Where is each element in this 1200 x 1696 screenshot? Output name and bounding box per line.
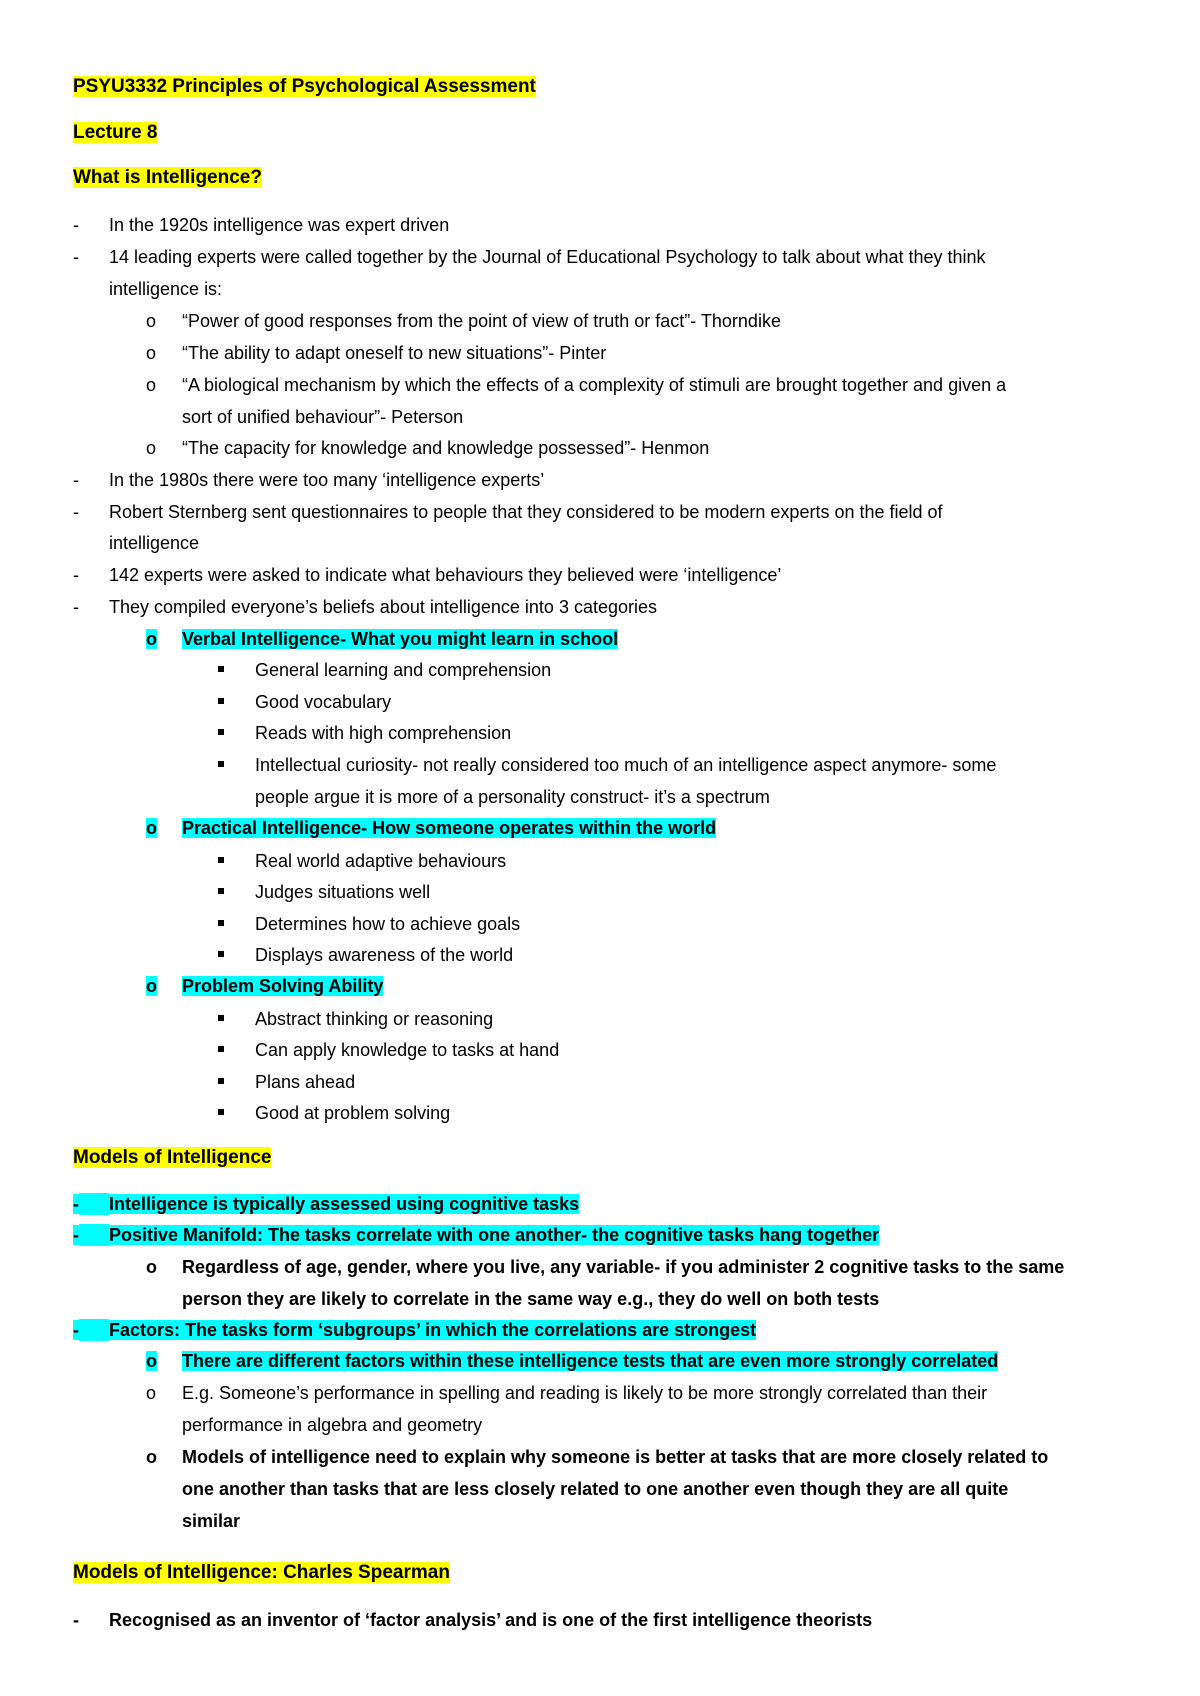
bullet-assessed-cognitive-tasks: - Intelligence is typically assessed using cognitive tasks: [73, 1194, 580, 1214]
manifold-detail-l2: person they are likely to correlate in the same way e.g., they do well on both tests: [182, 1289, 880, 1309]
o-bullet: o: [146, 629, 157, 649]
problem-item: Abstract thinking or reasoning: [255, 1009, 494, 1029]
bullet-sternberg-l2: intelligence: [109, 533, 200, 553]
category-practical-intelligence: Practical Intelligence- How someone operates within the world: [182, 818, 717, 838]
o-bullet: o: [146, 1351, 157, 1371]
practical-item: Determines how to achieve goals: [255, 914, 521, 934]
square-bullet: [218, 729, 224, 735]
o-bullet: o: [146, 1257, 157, 1277]
lecture-label: Lecture 8: [73, 122, 158, 143]
verbal-item: General learning and comprehension: [255, 660, 552, 680]
practical-item: Real world adaptive behaviours: [255, 851, 507, 871]
dash-bullet: -: [73, 247, 79, 267]
quote-peterson-l2: sort of unified behaviour”- Peterson: [182, 407, 464, 427]
o-bullet: o: [146, 438, 157, 458]
square-bullet: [218, 857, 224, 863]
category-problem-solving: Problem Solving Ability: [182, 976, 384, 996]
o-bullet: o: [146, 375, 157, 395]
o-bullet: o: [146, 976, 157, 996]
models-explain-l1: Models of intelligence need to explain why someone is better at tasks that are more closely related to: [182, 1447, 1049, 1467]
verbal-item-curiosity-l2: people argue it is more of a personality construct- it’s a spectrum: [255, 787, 770, 807]
models-explain-l2: one another than tasks that are less closely related to one another even though they are all quite: [182, 1479, 1009, 1499]
section-heading-models-of-intelligence: Models of Intelligence: [73, 1147, 272, 1168]
o-bullet: o: [146, 1383, 157, 1403]
manifold-detail-l1: Regardless of age, gender, where you live, any variable- if you administer 2 cognitive tasks to the same: [182, 1257, 1065, 1277]
dash-bullet: -: [73, 502, 79, 522]
bullet-factor-analysis: Recognised as an inventor of ‘factor analysis’ and is one of the first intelligence theorists: [109, 1610, 873, 1630]
models-explain-l3: similar: [182, 1511, 241, 1531]
square-bullet: [218, 666, 224, 672]
verbal-item: Reads with high comprehension: [255, 723, 512, 743]
o-bullet: o: [146, 818, 157, 838]
dash-bullet: -: [73, 470, 79, 490]
dash-bullet: -: [73, 565, 79, 585]
problem-item: Plans ahead: [255, 1072, 356, 1092]
o-bullet: o: [146, 311, 157, 331]
bullet-1980s: In the 1980s there were too many ‘intelligence experts’: [109, 470, 545, 490]
square-bullet: [218, 1015, 224, 1021]
dash-bullet: -: [73, 1610, 79, 1630]
square-bullet: [218, 920, 224, 926]
square-bullet: [218, 951, 224, 957]
verbal-item-curiosity-l1: Intellectual curiosity- not really considered too much of an intelligence aspect anymore- some: [255, 755, 997, 775]
category-verbal-intelligence: Verbal Intelligence- What you might learn in school: [182, 629, 619, 649]
quote-pinter: “The ability to adapt oneself to new situations”- Pinter: [182, 343, 607, 363]
quote-thorndike: “Power of good responses from the point of view of truth or fact”- Thorndike: [182, 311, 781, 331]
verbal-item: Good vocabulary: [255, 692, 392, 712]
square-bullet: [218, 1109, 224, 1115]
dash-bullet: -: [73, 215, 79, 235]
square-bullet: [218, 698, 224, 704]
bullet-3-categories: They compiled everyone’s beliefs about intelligence into 3 categories: [109, 597, 657, 617]
bullet-14-experts-l2: intelligence is:: [109, 279, 223, 299]
bullet-142-experts: 142 experts were asked to indicate what behaviours they believed were ‘intelligence’: [109, 565, 782, 585]
square-bullet: [218, 1046, 224, 1052]
quote-peterson-l1: “A biological mechanism by which the effects of a complexity of stimuli are brought together and given a: [182, 375, 1007, 395]
bullet-1920s: In the 1920s intelligence was expert driven: [109, 215, 450, 235]
problem-item: Can apply knowledge to tasks at hand: [255, 1040, 560, 1060]
section-heading-what-is-intelligence: What is Intelligence?: [73, 167, 262, 188]
square-bullet: [218, 761, 224, 767]
bullet-sternberg-l1: Robert Sternberg sent questionnaires to people that they considered to be modern experts on the field of: [109, 502, 943, 522]
square-bullet: [218, 888, 224, 894]
practical-item: Judges situations well: [255, 882, 431, 902]
factors-detail-different: There are different factors within these intelligence tests that are even more strongly correlated: [182, 1351, 999, 1371]
factors-example-l2: performance in algebra and geometry: [182, 1415, 483, 1435]
o-bullet: o: [146, 1447, 157, 1467]
section-heading-spearman: Models of Intelligence: Charles Spearman: [73, 1562, 450, 1583]
factors-example-l1: E.g. Someone’s performance in spelling and reading is likely to be more strongly correlated than their: [182, 1383, 988, 1403]
quote-henmon: “The capacity for knowledge and knowledge possessed”- Henmon: [182, 438, 710, 458]
bullet-14-experts-l1: 14 leading experts were called together by the Journal of Educational Psychology to talk about what they think: [109, 247, 986, 267]
square-bullet: [218, 1078, 224, 1084]
bullet-positive-manifold: - Positive Manifold: The tasks correlate with one another- the cognitive tasks hang together: [73, 1225, 880, 1245]
dash-bullet: -: [73, 597, 79, 617]
problem-item: Good at problem solving: [255, 1103, 451, 1123]
practical-item: Displays awareness of the world: [255, 945, 514, 965]
bullet-factors: - Factors: The tasks form ‘subgroups’ in which the correlations are strongest: [73, 1320, 757, 1340]
document-title: PSYU3332 Principles of Psychological Assessment: [73, 76, 536, 97]
o-bullet: o: [146, 343, 157, 363]
